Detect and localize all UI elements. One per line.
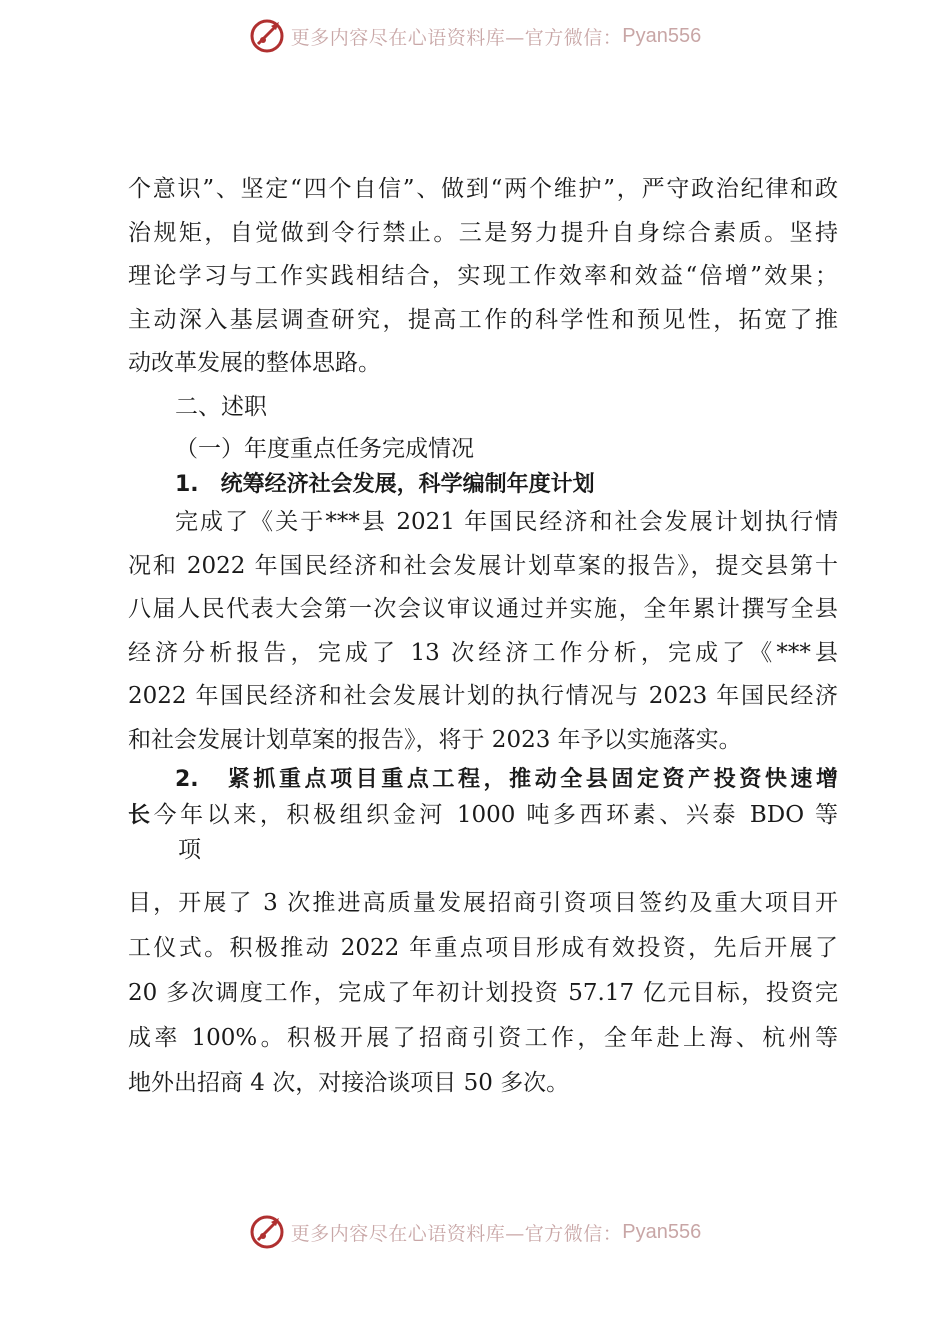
- para1-line: 主动深入基层调查研究，提高工作的科学性和预见性，拓宽了推: [128, 306, 838, 333]
- logo-icon: [249, 18, 285, 54]
- logo-icon: [249, 1214, 285, 1250]
- item2-line: 20 多次调度工作，完成了年初计划投资 57.17 亿元目标，投资完: [128, 980, 838, 1006]
- subsection-heading-1: （一）年度重点任务完成情况: [175, 436, 474, 462]
- header-wechat-id: Pyan556: [622, 24, 702, 47]
- item1-line: 经济分析报告，完成了 13 次经济工作分析，完成了《***县: [128, 639, 838, 666]
- item2-line: 工仪式。积极推动 2022 年重点项目形成有效投资，先后开展了: [128, 935, 838, 961]
- para1-line: 个意识”、坚定“四个自信”、做到“两个维护”，严守政治纪律和政: [128, 176, 838, 202]
- para1-line: 治规矩，自觉做到令行禁止。三是努力提升自身综合素质。坚持: [128, 219, 838, 246]
- header-banner-text: 更多内容尽在心语资料库—官方微信：: [290, 26, 623, 49]
- item1-line: 和社会发展计划草案的报告》，将于 2023 年予以实施落实。: [128, 726, 742, 753]
- item2-title-tail: 长: [128, 803, 154, 828]
- item2-line: 地外出招商 4 次，对接洽谈项目 50 多次。: [128, 1070, 570, 1096]
- item1-line: 2022 年国民经济和社会发展计划的执行情况与 2023 年国民经济: [128, 683, 838, 709]
- item2-line2: 项: [178, 837, 201, 863]
- item1-line: 八届人民代表大会第一次会议审议通过并实施，全年累计撰写全县: [128, 596, 838, 622]
- footer-banner-text: 更多内容尽在心语资料库—官方微信：: [290, 1222, 623, 1245]
- item2-line: 目，开展了 3 次推进高质量发展招商引资项目签约及重大项目开: [128, 890, 838, 916]
- spacer: [128, 867, 838, 881]
- item2-line1-text: 今年以来，积极组织金河 1000 吨多西环素、兴泰 BDO 等: [153, 802, 838, 828]
- header-banner: [0, 14, 950, 58]
- item2-title: 2. 紧抓重点项目重点工程，推动全县固定资产投资快速增: [175, 767, 838, 792]
- item1-line: 况和 2022 年国民经济和社会发展计划草案的报告》，提交县第十: [128, 552, 838, 579]
- para1-line: 理论学习与工作实践相结合，实现工作效率和效益“倍增”效果；: [128, 263, 838, 289]
- item1-title: 1. 统筹经济社会发展，科学编制年度计划: [175, 472, 595, 497]
- item2-title-line2: [128, 798, 838, 833]
- document-body: [128, 168, 838, 1106]
- para1-line: 动改革发展的整体思路。: [128, 350, 381, 376]
- section-heading-2: 二、述职: [175, 393, 267, 420]
- item2-line: 成率 100%。积极开展了招商引资工作，全年赴上海、杭州等: [128, 1025, 838, 1051]
- item1-line: 完成了《关于***县 2021 年国民经济和社会发展计划执行情: [175, 509, 838, 535]
- footer-banner: [0, 1210, 950, 1254]
- footer-wechat-id: Pyan556: [622, 1220, 702, 1243]
